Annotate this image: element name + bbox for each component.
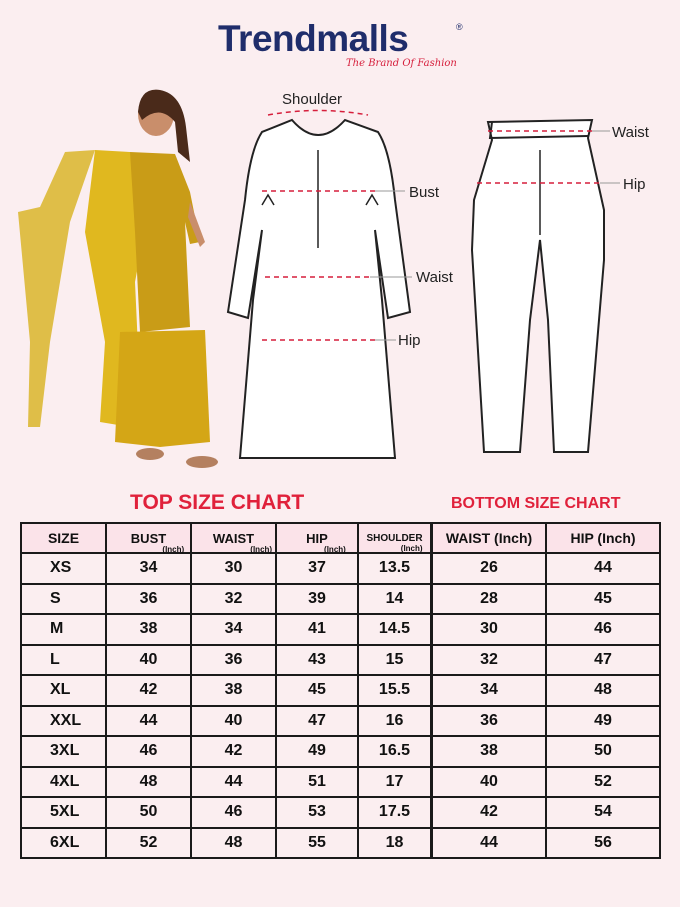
- size-cell: 6XL: [21, 828, 106, 859]
- measurement-cell: 36: [106, 584, 191, 615]
- table-row: [432, 584, 660, 615]
- top-chart-title: TOP SIZE CHART: [130, 491, 305, 514]
- measurement-cell: 14.5: [358, 614, 431, 645]
- measurement-cell: 48: [546, 675, 660, 706]
- table-row: [432, 797, 660, 828]
- measurement-cell: 45: [276, 675, 358, 706]
- header-waist: WAIST (Inch): [191, 523, 276, 553]
- measurement-cell: 47: [546, 645, 660, 676]
- measurement-cell: 34: [432, 675, 546, 706]
- brand-tagline: The Brand Of Fashion: [346, 58, 457, 69]
- measurement-cell: 46: [546, 614, 660, 645]
- header-bust: BUST (Inch): [106, 523, 191, 553]
- measurement-cell: 44: [106, 706, 191, 737]
- table-row: [21, 706, 431, 737]
- table-row: [21, 736, 431, 767]
- brand-name: Trendmalls: [218, 18, 409, 59]
- measurement-cell: 17.5: [358, 797, 431, 828]
- header-bottom-hip: HIP (Inch): [546, 523, 660, 553]
- label-pant-hip: Hip: [623, 176, 646, 193]
- size-cell: M: [21, 614, 106, 645]
- measurement-cell: 52: [106, 828, 191, 859]
- size-cell: 3XL: [21, 736, 106, 767]
- measurement-cell: 45: [546, 584, 660, 615]
- table-row: [432, 553, 660, 584]
- measurement-cell: 32: [432, 645, 546, 676]
- unit-label: (Inch): [400, 543, 423, 553]
- measurement-cell: 38: [106, 614, 191, 645]
- label-waist: Waist: [416, 269, 453, 286]
- table-row: [432, 675, 660, 706]
- unit-label: (Inch): [250, 544, 273, 554]
- measurement-cell: 56: [546, 828, 660, 859]
- table-row: [21, 645, 431, 676]
- measurement-cell: 15: [358, 645, 431, 676]
- measurement-cell: 51: [276, 767, 358, 798]
- measurement-cell: 30: [432, 614, 546, 645]
- table-row: [432, 767, 660, 798]
- measurement-cell: 48: [106, 767, 191, 798]
- measurement-cell: 38: [432, 736, 546, 767]
- measurement-cell: 17: [358, 767, 431, 798]
- table-row: [21, 553, 431, 584]
- measurement-cell: 13.5: [358, 553, 431, 584]
- bottom-size-table: [431, 522, 661, 859]
- measurement-cell: 55: [276, 828, 358, 859]
- bottom-chart-title: BOTTOM SIZE CHART: [451, 495, 621, 512]
- measurement-cell: 50: [546, 736, 660, 767]
- unit-label: (Inch): [162, 544, 185, 554]
- measurement-cell: 36: [432, 706, 546, 737]
- measurement-cell: 44: [546, 553, 660, 584]
- table-row: [21, 614, 431, 645]
- measurement-cell: 42: [191, 736, 276, 767]
- table-row: [21, 584, 431, 615]
- measurement-cell: 36: [191, 645, 276, 676]
- measurement-cell: 48: [191, 828, 276, 859]
- size-cell: 4XL: [21, 767, 106, 798]
- measurement-cell: 34: [106, 553, 191, 584]
- measurement-cell: 47: [276, 706, 358, 737]
- measurement-cell: 50: [106, 797, 191, 828]
- label-pant-waist: Waist: [612, 124, 649, 141]
- measurement-cell: 15.5: [358, 675, 431, 706]
- top-size-table: [20, 522, 432, 859]
- bottom-table-header: [432, 523, 660, 553]
- measurement-cell: 49: [546, 706, 660, 737]
- table-row: [432, 645, 660, 676]
- measurement-cell: 37: [276, 553, 358, 584]
- size-cell: XL: [21, 675, 106, 706]
- measurement-cell: 46: [106, 736, 191, 767]
- size-cell: L: [21, 645, 106, 676]
- size-cell: 5XL: [21, 797, 106, 828]
- header-size: SIZE: [21, 523, 106, 553]
- measurement-cell: 46: [191, 797, 276, 828]
- measurement-cell: 42: [432, 797, 546, 828]
- size-cell: XXL: [21, 706, 106, 737]
- table-row: [432, 828, 660, 859]
- table-row: [21, 828, 431, 859]
- table-row: [21, 675, 431, 706]
- measurement-cell: 54: [546, 797, 660, 828]
- size-cell: XS: [21, 553, 106, 584]
- header-shoulder: SHOULDER (Inch): [358, 523, 431, 553]
- measurement-cell: 32: [191, 584, 276, 615]
- label-bust: Bust: [409, 184, 440, 201]
- measurement-cell: 40: [191, 706, 276, 737]
- table-row: [21, 767, 431, 798]
- header-bottom-waist: WAIST (Inch): [432, 523, 546, 553]
- registered-mark: ®: [456, 22, 463, 32]
- measurement-cell: 53: [276, 797, 358, 828]
- table-row: [432, 614, 660, 645]
- label-hip: Hip: [398, 332, 421, 349]
- measurement-cell: 26: [432, 553, 546, 584]
- measurement-cell: 18: [358, 828, 431, 859]
- top-table-header: [21, 523, 431, 553]
- measurement-cell: 49: [276, 736, 358, 767]
- table-row: [21, 797, 431, 828]
- label-shoulder: Shoulder: [282, 91, 343, 108]
- measurement-cell: 42: [106, 675, 191, 706]
- measurement-cell: 14: [358, 584, 431, 615]
- measurement-cell: 16.5: [358, 736, 431, 767]
- measurement-cell: 44: [432, 828, 546, 859]
- unit-label: (Inch): [324, 544, 346, 554]
- header-hip: HIP (Inch): [276, 523, 358, 553]
- measurement-cell: 34: [191, 614, 276, 645]
- size-cell: S: [21, 584, 106, 615]
- measurement-cell: 41: [276, 614, 358, 645]
- measurement-cell: 43: [276, 645, 358, 676]
- table-row: [432, 706, 660, 737]
- measurement-cell: 40: [106, 645, 191, 676]
- measurement-cell: 38: [191, 675, 276, 706]
- table-row: [432, 736, 660, 767]
- measurement-cell: 39: [276, 584, 358, 615]
- measurement-cell: 28: [432, 584, 546, 615]
- measurement-cell: 40: [432, 767, 546, 798]
- measurement-cell: 52: [546, 767, 660, 798]
- measurement-cell: 30: [191, 553, 276, 584]
- measurement-cell: 16: [358, 706, 431, 737]
- measurement-cell: 44: [191, 767, 276, 798]
